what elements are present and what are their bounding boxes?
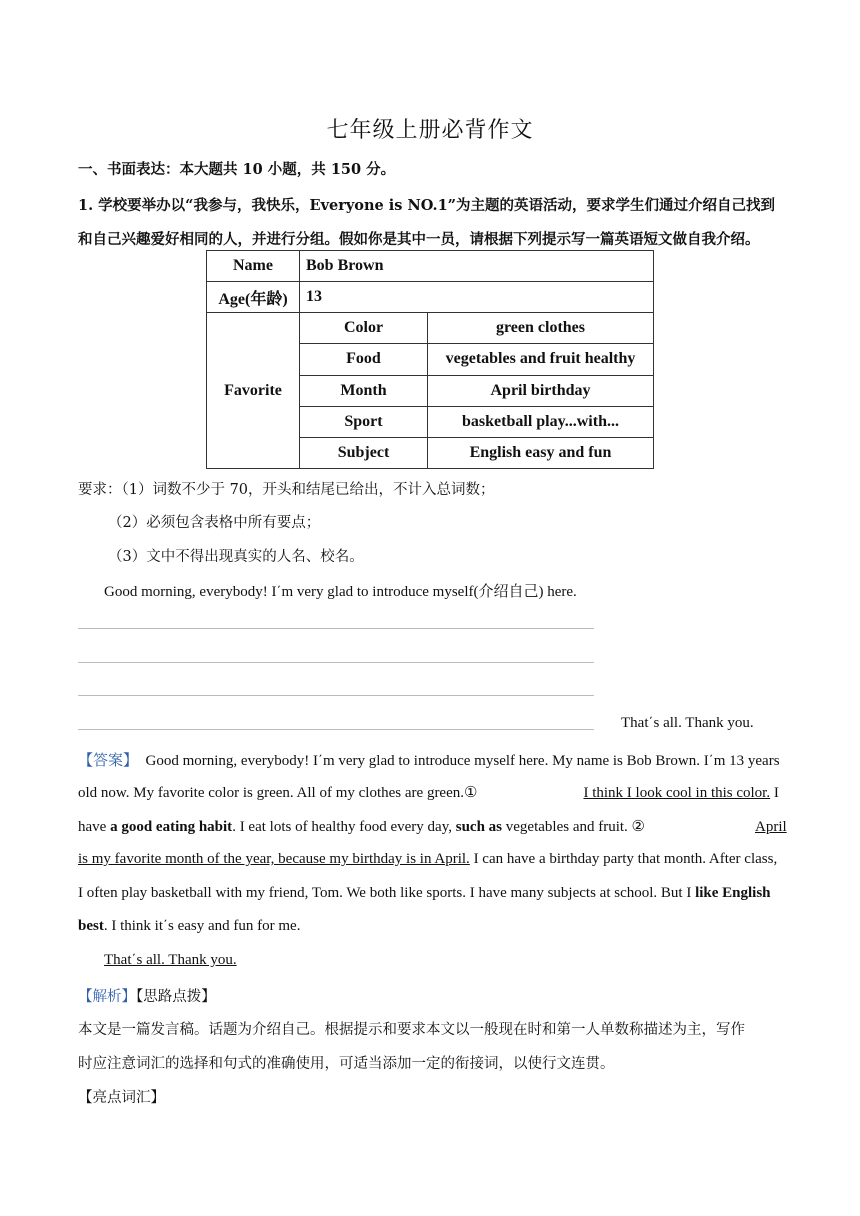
answer-blank-line[interactable] <box>78 628 594 629</box>
underlined-sentence: is my favorite month of the year, because my birthday is in April. <box>78 851 470 867</box>
answer-line-5 <box>78 885 782 902</box>
highlight-phrase: like English <box>695 885 771 901</box>
underlined-sentence: April <box>755 819 787 835</box>
favorite-value: April birthday <box>428 375 654 406</box>
favorite-label: Favorite <box>207 313 300 469</box>
name-label: Name <box>207 251 300 282</box>
closing-underlined: That΄s all. Thank you. <box>104 952 237 968</box>
favorite-item: Color <box>300 313 428 344</box>
name-value: Bob Brown <box>300 251 654 282</box>
highlight-phrase: a good eating habit <box>110 819 233 835</box>
answer-line-6 <box>78 918 782 935</box>
age-value: 13 <box>300 282 654 313</box>
favorite-value: basketball play...with... <box>428 406 654 437</box>
table-row <box>207 313 654 344</box>
age-label: Age(年龄) <box>207 282 300 313</box>
requirement-3: （3）文中不得出现真实的人名、校名。 <box>108 549 364 565</box>
answer-line-1 <box>78 749 782 770</box>
answer-blank-line[interactable] <box>78 695 594 696</box>
favorite-item: Food <box>300 344 428 375</box>
underlined-sentence: I think I look cool in this color. <box>583 785 771 801</box>
answer-text: I often play basketball with my friend, Tom. We both like sports. I have many subjects at school. But I <box>78 885 696 901</box>
answer-text: . I eat lots of healthy food every day, <box>232 819 456 835</box>
opening-sentence: Good morning, everybody! I΄m very glad to introduce myself(介绍自己) here. <box>104 584 577 600</box>
answer-line-7 <box>104 952 808 969</box>
favorite-item: Sport <box>300 406 428 437</box>
answer-line-2 <box>78 783 782 802</box>
question-line-1: 1. 学校要举办以“我参与，我快乐，Everyone is NO.1”为主题的英语活动，要求学生们通过介绍自己找到 <box>78 197 776 214</box>
answer-tag: 【答案】 <box>78 753 139 769</box>
analysis-paragraph-1: 本文是一篇发言稿。话题为介绍自己。根据提示和要求本文以一般现在时和第一人单数称描述为主，写作 <box>78 1022 745 1038</box>
answer-text: vegetables and fruit. ② <box>502 819 645 835</box>
answer-line-3 <box>78 817 787 836</box>
analysis-paragraph-2: 时应注意词汇的选择和句式的准确使用，可适当添加一定的衔接词，以使行文连贯。 <box>78 1056 615 1072</box>
answer-text: I can have a birthday party that month. After class, <box>469 851 778 867</box>
answer-blank-line[interactable] <box>78 729 594 730</box>
closing-sentence: That΄s all. Thank you. <box>621 715 754 731</box>
requirement-1: 要求：（1）词数不少于 70，开头和结尾已给出，不计入总词数； <box>78 482 495 498</box>
highlight-phrase: best <box>78 918 104 934</box>
answer-text: old now. My favorite color is green. All of my clothes are green.① <box>78 785 478 801</box>
analysis-tag: 【解析】 <box>78 989 136 1005</box>
page-title: 七年级上册必背作文 <box>326 118 534 143</box>
vocab-header: 【亮点词汇】 <box>78 1090 165 1106</box>
favorite-item: Month <box>300 375 428 406</box>
answer-text: Good morning, everybody! I΄m very glad to introduce myself here. My name is Bob Brown. I΄m 13 years <box>145 753 780 769</box>
answer-text: I <box>770 785 779 801</box>
analysis-header <box>78 985 216 1006</box>
table-row <box>207 282 654 313</box>
favorite-value: vegetables and fruit healthy <box>428 344 654 375</box>
table-row <box>207 251 654 282</box>
answer-text: . I think it΄s easy and fun for me. <box>103 918 301 934</box>
answer-line-4 <box>78 851 782 868</box>
favorite-item: Subject <box>300 437 428 468</box>
favorite-value: English easy and fun <box>428 437 654 468</box>
section-header: 一、书面表达：本大题共 10 小题，共 150 分。 <box>78 161 396 178</box>
analysis-subtag: 【思路点拨】 <box>136 989 216 1005</box>
answer-blank-line[interactable] <box>78 662 594 663</box>
info-table <box>206 250 654 469</box>
favorite-value: green clothes <box>428 313 654 344</box>
requirement-2: （2）必须包含表格中所有要点； <box>108 515 321 531</box>
answer-text: have <box>78 819 111 835</box>
highlight-phrase: such as <box>455 819 503 835</box>
question-line-2: 和自己兴趣爱好相同的人，并进行分组。假如你是其中一员，请根据下列提示写一篇英语短文做自我介绍。 <box>78 231 760 248</box>
